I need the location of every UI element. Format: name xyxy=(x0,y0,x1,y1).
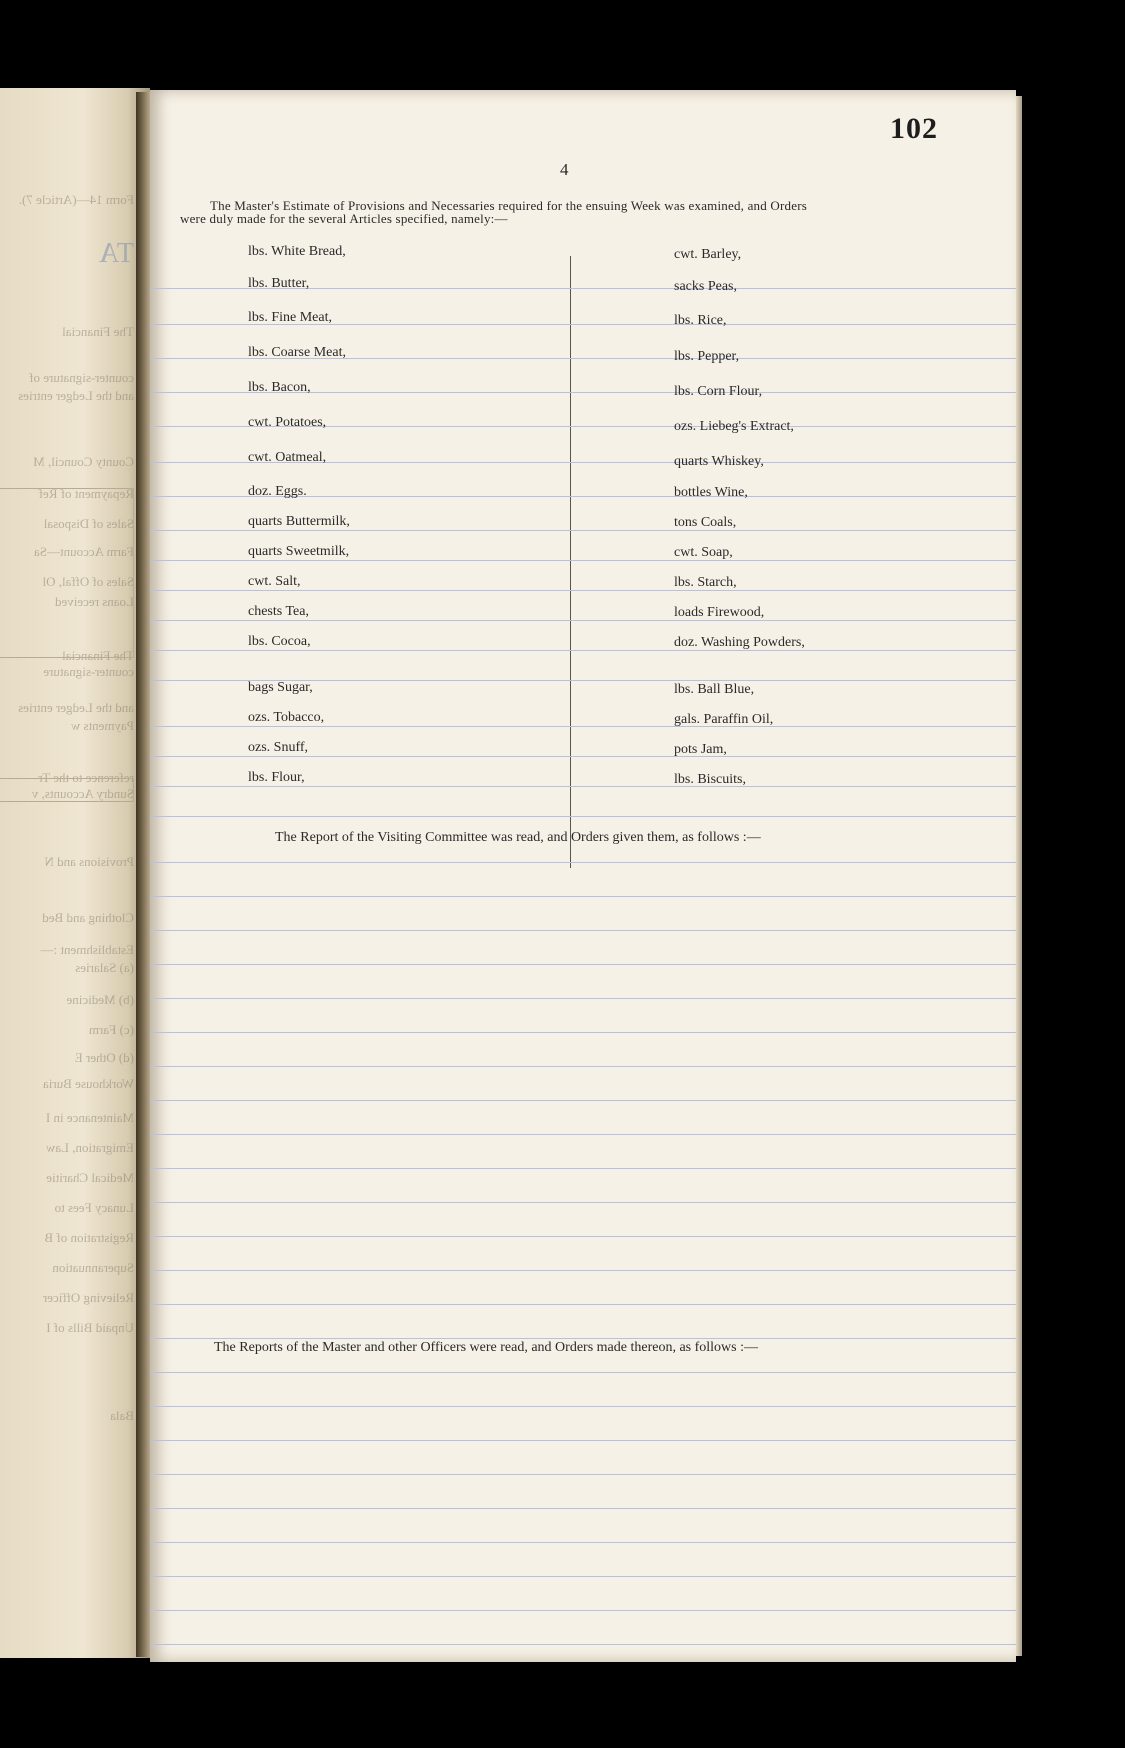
provision-item-right: quarts Whiskey, xyxy=(674,454,764,469)
provision-item-right: lbs. Ball Blue, xyxy=(674,682,755,697)
facing-page-fragment: Emigration, Law xyxy=(45,1140,134,1155)
facing-page-fragment: Loans received xyxy=(54,594,134,609)
provision-item-left: doz. Eggs. xyxy=(248,484,307,499)
provision-item-right: bottles Wine, xyxy=(674,485,748,500)
facing-page-fragment: TA xyxy=(98,238,134,269)
provision-item-left: lbs. Fine Meat, xyxy=(248,310,332,325)
ruled-line xyxy=(150,1644,1016,1645)
facing-page-fragment: reference to the Tr xyxy=(38,770,134,785)
ruled-line xyxy=(150,862,1016,863)
facing-page-fragment: (d) Other E xyxy=(74,1050,134,1065)
ruled-line xyxy=(150,1168,1016,1169)
ruled-line xyxy=(150,1066,1016,1067)
ruled-line xyxy=(150,1134,1016,1135)
provision-item-right: tons Coals, xyxy=(674,515,737,530)
ruled-line xyxy=(150,620,1016,621)
facing-page-fragment: counter-signature xyxy=(43,664,134,679)
provision-item-right: cwt. Soap, xyxy=(674,545,733,560)
provision-item-left: lbs. Cocoa, xyxy=(248,634,311,649)
ruled-line xyxy=(150,816,1016,817)
provision-item-right: pots Jam, xyxy=(674,742,727,757)
ruled-line xyxy=(150,998,1016,999)
ruled-line xyxy=(150,896,1016,897)
estimate-intro-line1: The Master's Estimate of Provisions and Necessaries required for the ensuing Week was examined, and Orders xyxy=(210,198,807,213)
provision-item-right: lbs. Starch, xyxy=(674,575,737,590)
provision-item-left: lbs. Bacon, xyxy=(248,380,311,395)
provision-item-left: cwt. Potatoes, xyxy=(248,415,327,430)
ruled-line xyxy=(150,1508,1016,1509)
ruled-line xyxy=(150,1202,1016,1203)
provision-item-right: cwt. Barley, xyxy=(674,247,742,262)
ruled-line xyxy=(150,964,1016,965)
ruled-line xyxy=(150,1474,1016,1475)
provision-item-right: lbs. Rice, xyxy=(674,313,727,328)
ruled-line xyxy=(150,1270,1016,1271)
provision-item-left: cwt. Oatmeal, xyxy=(248,450,327,465)
facing-page-fragment: Medical Charitie xyxy=(46,1170,134,1185)
provision-item-left: lbs. White Bread, xyxy=(248,244,346,259)
ruled-line xyxy=(150,1440,1016,1441)
facing-page-fragment: Farm Account—Sa xyxy=(33,544,134,559)
visiting-committee-heading: The Report of the Visiting Committee was read, and Orders given them, as follows :— xyxy=(275,830,761,845)
ruled-line xyxy=(150,1100,1016,1101)
facing-page-fragment: Provisions and N xyxy=(44,854,134,869)
provision-item-left: quarts Sweetmilk, xyxy=(248,544,350,559)
page-number: 4 xyxy=(560,160,569,179)
ruled-line xyxy=(150,1304,1016,1305)
facing-page-fragment: Lunacy Fees to xyxy=(54,1200,134,1215)
facing-page-fragment: Registration of B xyxy=(44,1230,134,1245)
provision-item-left: chests Tea, xyxy=(248,604,309,619)
facing-page-fragment: Sales of Disposal xyxy=(43,516,134,531)
ruled-line xyxy=(150,1542,1016,1543)
facing-page xyxy=(0,88,150,1658)
facing-page-fragment: Sundry Accounts, v xyxy=(31,786,134,801)
facing-page-fragment: Superannuation xyxy=(52,1260,134,1275)
ruled-line xyxy=(150,786,1016,787)
facing-page-fragment: Relieving Officer xyxy=(42,1290,134,1305)
ruled-line xyxy=(150,530,1016,531)
facing-page-fragment: Workhouse Buria xyxy=(42,1076,134,1091)
ruled-line xyxy=(150,726,1016,727)
ruled-line xyxy=(150,1610,1016,1611)
provision-item-right: loads Firewood, xyxy=(674,605,765,620)
facing-page-fragment: Repayment of Ref xyxy=(38,486,134,501)
provision-item-left: lbs. Butter, xyxy=(248,276,310,291)
provision-item-left: ozs. Snuff, xyxy=(248,740,309,755)
facing-page-fragment: and the Ledger entries xyxy=(18,388,134,403)
facing-page-fragment: Bala xyxy=(110,1408,134,1423)
facing-page-box xyxy=(0,488,134,658)
facing-page-fragment: counter-signature of xyxy=(29,370,134,385)
ruled-line xyxy=(150,1338,1016,1339)
page-edge xyxy=(1016,96,1022,1656)
provision-item-right: lbs. Biscuits, xyxy=(674,772,746,787)
ruled-line xyxy=(150,1236,1016,1237)
provision-item-right: doz. Washing Powders, xyxy=(674,635,805,650)
provision-item-right: lbs. Pepper, xyxy=(674,349,740,364)
ruled-line xyxy=(150,1406,1016,1407)
officers-reports-heading: The Reports of the Master and other Officers were read, and Orders made thereon, as follows :— xyxy=(214,1340,758,1355)
provision-item-left: lbs. Flour, xyxy=(248,770,305,785)
facing-page-fragment: Payments w xyxy=(70,718,134,733)
provision-item-right: lbs. Corn Flour, xyxy=(674,384,763,399)
facing-page-box xyxy=(0,778,134,802)
facing-page-fragment: (b) Medicine xyxy=(66,992,134,1007)
ruled-line xyxy=(150,1372,1016,1373)
facing-page-fragment: Unpaid Bills of I xyxy=(46,1320,134,1335)
facing-page-fragment: Maintenance in I xyxy=(45,1110,134,1125)
ruled-line xyxy=(150,560,1016,561)
facing-page-fragment: The Financial xyxy=(62,648,134,663)
ruled-line xyxy=(150,650,1016,651)
provision-item-left: bags Sugar, xyxy=(248,680,313,695)
folio-number: 102 xyxy=(890,112,938,145)
facing-page-fragment: and the Ledger entries xyxy=(18,700,134,715)
ruled-line xyxy=(150,756,1016,757)
provision-item-left: quarts Buttermilk, xyxy=(248,514,350,529)
facing-page-fragment: Establishment :— xyxy=(40,942,134,957)
provision-item-right: gals. Paraffin Oil, xyxy=(674,712,774,727)
facing-page-fragment: (c) Farm xyxy=(88,1022,134,1037)
ruled-line xyxy=(150,930,1016,931)
facing-page-fragment: Sales of Offal, Ol xyxy=(42,574,134,589)
facing-page-fragment: Clothing and Bed xyxy=(42,910,134,925)
provision-item-left: ozs. Tobacco, xyxy=(248,710,325,725)
column-divider xyxy=(570,256,571,868)
facing-page-fragment: (a) Salaries xyxy=(75,960,134,975)
ruled-line xyxy=(150,1576,1016,1577)
facing-page-fragment: County Council, M xyxy=(33,454,134,469)
provision-item-left: lbs. Coarse Meat, xyxy=(248,345,346,360)
ruled-line xyxy=(150,1032,1016,1033)
facing-page-fragment: The Financial xyxy=(62,324,134,339)
estimate-intro-line2: were duly made for the several Articles specified, namely:— xyxy=(180,211,508,226)
ruled-line xyxy=(150,590,1016,591)
provision-item-right: ozs. Liebeg's Extract, xyxy=(674,419,794,434)
facing-page-fragment: Form 14—(Article 7). xyxy=(18,192,134,207)
provision-item-left: cwt. Salt, xyxy=(248,574,301,589)
ledger-page xyxy=(150,90,1016,1662)
provision-item-right: sacks Peas, xyxy=(674,279,737,294)
